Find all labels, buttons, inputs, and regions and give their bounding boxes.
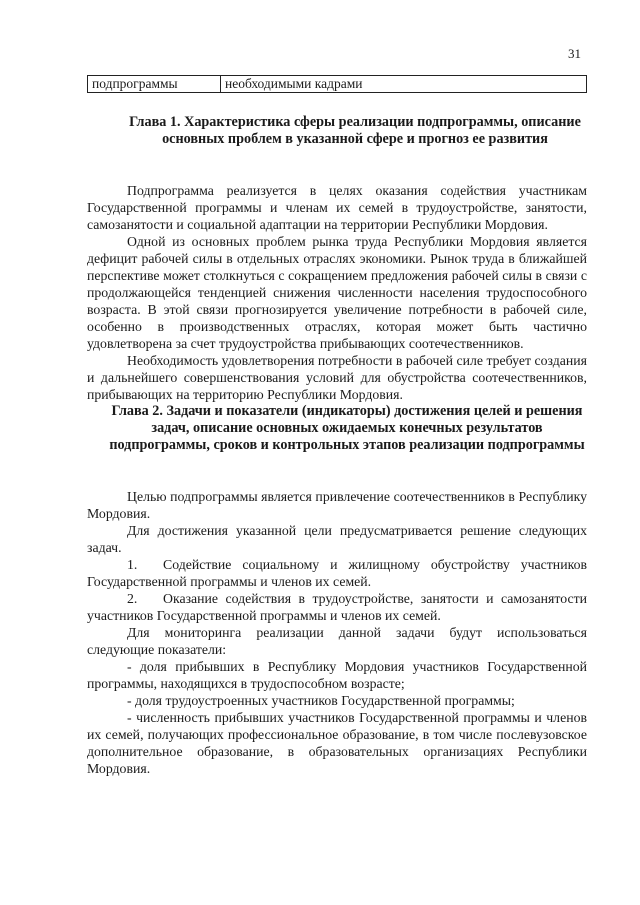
- indicator-item: - численность прибывших участников Государственной программы и членов их семей, получающих профессиональное образование, в том числе послевузовское дополнительное образование, в образовательных организациях Республики Мордовия.: [87, 710, 587, 776]
- chapter-2-title: Глава 2. Задачи и показатели (индикаторы) достижения целей и решения задач, описание основных ожидаемых конечных результатов подпрограммы, сроков и контрольных этапов реализации подпрограммы: [109, 403, 585, 453]
- paragraph: Необходимость удовлетворения потребности в рабочей силе требует создания и дальнейшего совершенствования условий для обустройства соотечественников, прибывающих на территорию Республики Мордовия.: [87, 353, 587, 402]
- table-row: [88, 76, 587, 93]
- paragraph: Подпрограмма реализуется в целях оказания содействия участникам Государственной программы и членам их семей в трудоустройстве, занятости, самозанятости и социальной адаптации на территории Республики Мордовия.: [87, 183, 587, 232]
- task-item: [87, 590, 587, 624]
- paragraph: Для мониторинга реализации данной задачи будут использоваться следующие показатели:: [87, 625, 587, 657]
- indicator-item: - доля трудоустроенных участников Государственной программы;: [127, 693, 515, 708]
- task-item: [87, 556, 587, 590]
- chapter-1-title: Глава 1. Характеристика сферы реализации подпрограммы, описание основных проблем в указанной сфере и прогноз ее развития: [129, 114, 581, 147]
- table-cell: подпрограммы: [88, 76, 221, 93]
- task-text: Содействие социальному и жилищному обустройству участников Государственной программы и членов их семей.: [87, 557, 587, 589]
- paragraph: Целью подпрограммы является привлечение соотечественников в Республику Мордовия.: [87, 489, 587, 521]
- chapter-2-body: [87, 488, 587, 777]
- chapter-1-body: [87, 182, 587, 403]
- task-number: 1.: [127, 557, 138, 572]
- paragraph: Одной из основных проблем рынка труда Республики Мордовия является дефицит рабочей силы в отдельных отраслях экономики. Рынок труда в ближайшей перспективе может столкнуться с сокращением предложения рабочей силы в связи с продолжающейся тенденцией снижения численности населения трудоспособного возраста. В этой связи прогнозируется увеличение потребности в рабочей силе, особенно в производственных отраслях, которая может быть частично удовлетворена за счет трудоустройства прибывающих соотечественников.: [87, 234, 587, 351]
- indicator-item: - доля прибывших в Республику Мордовия участников Государственной программы, находящихся в трудоспособном возрасте;: [87, 659, 587, 691]
- task-number: 2.: [127, 591, 138, 606]
- document-body: [87, 114, 587, 777]
- task-text: Оказание содействия в трудоустройстве, занятости и самозанятости участников Государственной программы и членов их семей.: [87, 591, 587, 623]
- page-number: 31: [568, 46, 581, 61]
- table-cell: необходимыми кадрами: [221, 76, 587, 93]
- continuation-table: [87, 75, 587, 93]
- paragraph: Для достижения указанной цели предусматривается решение следующих задач.: [87, 523, 587, 555]
